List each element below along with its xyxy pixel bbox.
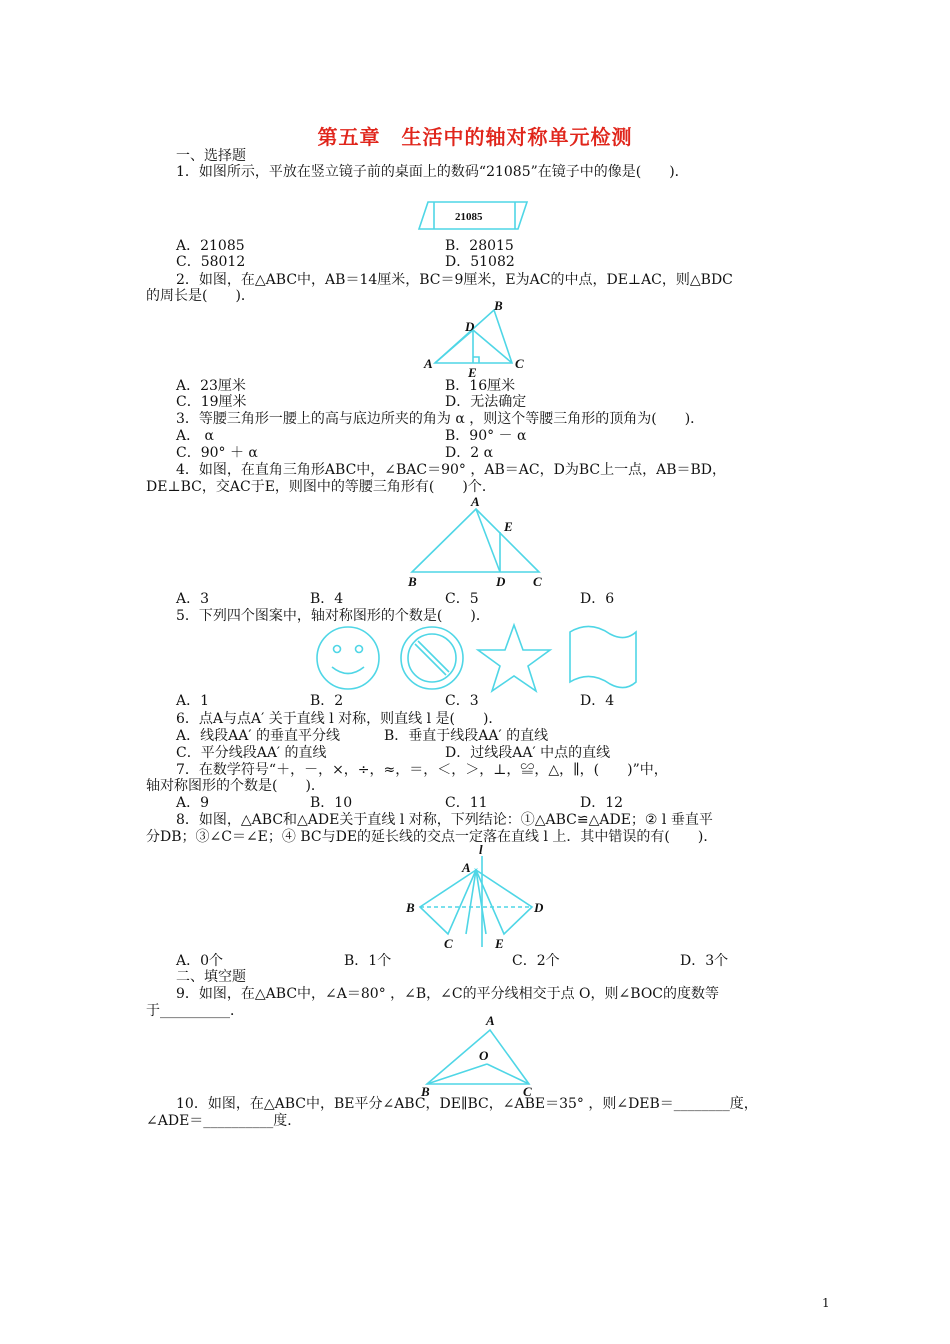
q9-stem-line2: 于__________． <box>146 1003 244 1019</box>
q2-label-c: C <box>515 356 524 371</box>
q4-option-b: B．4 <box>310 591 344 607</box>
page-number: 1 <box>822 1296 830 1310</box>
q9-label-a: A <box>486 1013 495 1028</box>
q7-option-c: C．11 <box>445 795 488 811</box>
q4-label-a: A <box>471 494 480 509</box>
q5-option-a: A．1 <box>176 693 210 709</box>
q4-label-b: B <box>408 574 417 589</box>
q8-label-b: B <box>406 900 415 915</box>
q9-stem-line1: 9．如图，在△ABC中，∠A＝80° ，∠B，∠C的平分线相交于点 O，则∠BOC的度数等 <box>176 986 720 1002</box>
q4-option-a: A．3 <box>176 591 210 607</box>
q2-label-a: A <box>424 356 433 371</box>
q2-segment-ad <box>435 330 473 363</box>
q3-option-a: A． α <box>176 428 215 444</box>
q8-label-a: A <box>462 860 471 875</box>
q2-triangle-figure <box>420 300 530 378</box>
q1-mirror-figure <box>410 196 540 236</box>
q9-triangle-figure <box>415 1012 540 1096</box>
q6-option-c: C．平分线段AA′ 的直线 <box>176 745 327 761</box>
section-choice-heading: 一、选择题 <box>176 148 246 164</box>
flag-icon <box>570 626 636 687</box>
page-title: 第五章 生活中的轴对称单元检测 <box>317 125 633 149</box>
q3-option-b: B．90° － α <box>445 428 527 444</box>
q7-stem-line1: 7．在数学符号“＋，－，×，÷，≈，＝，＜，＞，⊥，≌，△，∥，( )”中， <box>176 762 668 778</box>
q9-segment-bo <box>427 1064 487 1084</box>
q7-option-d: D．12 <box>580 795 624 811</box>
q8-stem-line2: 分DB；③∠C＝∠E；④ BC与DE的延长线的交点一定落在直线 l 上．其中错误的有( )． <box>146 829 718 845</box>
q8-label-d: D <box>534 900 544 915</box>
q8-symmetry-figure <box>400 842 560 952</box>
q4-triangle-figure <box>400 492 550 590</box>
q5-option-d: D．4 <box>580 693 615 709</box>
q6-option-a: A．线段AA′ 的垂直平分线 <box>176 728 340 744</box>
q10-stem-line2: ∠ADE＝__________度． <box>146 1113 302 1129</box>
q1-option-d: D．51082 <box>445 254 515 270</box>
q2-stem-line1: 2．如图，在△ABC中，AB＝14厘米，BC＝9厘米，E为AC的中点，DE⊥AC，则△BDC <box>176 272 733 288</box>
q4-label-e: E <box>504 519 513 534</box>
q1-stem: 1．如图所示，平放在竖立镜子前的桌面上的数码“21085”在镜子中的像是( )． <box>176 164 689 180</box>
q9-label-c: C <box>523 1084 532 1096</box>
q1-digits: 21085 <box>455 211 483 223</box>
q8-option-b: B．1个 <box>344 953 392 969</box>
q6-stem: 6．点A与点A′ 关于直线 l 对称，则直线 l 是( )． <box>176 711 503 727</box>
q2-option-c: C．19厘米 <box>176 394 247 410</box>
q5-stem: 5．下列四个图案中，轴对称图形的个数是( )． <box>176 608 490 624</box>
q4-stem-line1: 4．如图，在直角三角形ABC中，∠BAC＝90° ，AB＝AC，D为BC上一点，AB＝BD， <box>176 462 726 478</box>
q8-option-c: C．2个 <box>512 953 560 969</box>
smiley-face-icon <box>317 627 379 689</box>
q3-option-c: C．90° ＋ α <box>176 445 258 461</box>
q8-option-a: A．0个 <box>176 953 224 969</box>
q2-label-b: B <box>494 300 503 313</box>
q4-triangle-abc <box>412 509 539 572</box>
q2-label-d: D <box>465 319 475 334</box>
q4-stem-line2: DE⊥BC，交AC于E，则图中的等腰三角形有( )个． <box>146 479 496 495</box>
prohibition-sign-icon <box>401 627 463 689</box>
q10-stem-line1: 10．如图，在△ABC中，BE平分∠ABC，DE∥BC，∠ABE＝35° ，则∠DEB＝________度， <box>176 1096 758 1112</box>
q4-segment-ad <box>476 509 500 572</box>
q8-option-d: D．3个 <box>680 953 729 969</box>
q2-right-angle-mark <box>473 357 479 363</box>
q5-option-c: C．3 <box>445 693 479 709</box>
q4-option-d: D．6 <box>580 591 615 607</box>
q7-option-b: B．10 <box>310 795 353 811</box>
q8-label-c: C <box>444 936 453 951</box>
q6-option-b: B．垂直于线段AA′ 的直线 <box>384 728 549 744</box>
q6-option-d: D．过线段AA′ 中点的直线 <box>445 745 611 761</box>
q1-option-c: C．58012 <box>176 254 246 270</box>
star-icon <box>478 625 550 691</box>
q8-label-l: l <box>479 842 483 857</box>
q2-option-d: D．无法确定 <box>445 394 527 410</box>
q2-option-b: B．16厘米 <box>445 378 516 394</box>
q5-option-b: B．2 <box>310 693 344 709</box>
q1-option-a: A．21085 <box>176 238 245 254</box>
q2-label-e: E <box>468 365 477 378</box>
q4-option-c: C．5 <box>445 591 479 607</box>
q4-label-d: D <box>496 574 506 589</box>
q2-option-a: A．23厘米 <box>176 378 246 394</box>
q3-option-d: D．2 α <box>445 445 494 461</box>
q8-label-e: E <box>495 936 504 951</box>
q5-patterns-figure <box>310 622 650 696</box>
q7-stem-line2: 轴对称图形的个数是( )． <box>146 778 325 794</box>
q9-label-b: B <box>421 1084 430 1096</box>
q1-option-b: B．28015 <box>445 238 514 254</box>
q4-label-c: C <box>533 574 542 589</box>
q7-option-a: A．9 <box>176 795 210 811</box>
q9-label-o: O <box>479 1048 489 1063</box>
section-fill-heading: 二、填空题 <box>176 969 246 985</box>
q8-stem-line1: 8．如图，△ABC和△ADE关于直线 l 对称，下列结论：①△ABC≌△ADE；② l 垂直平 <box>176 812 713 828</box>
q3-stem: 3．等腰三角形一腰上的高与底边所夹的角为 α ，则这个等腰三角形的顶角为( )． <box>176 411 705 427</box>
q2-stem-line2: 的周长是( )． <box>146 288 255 304</box>
